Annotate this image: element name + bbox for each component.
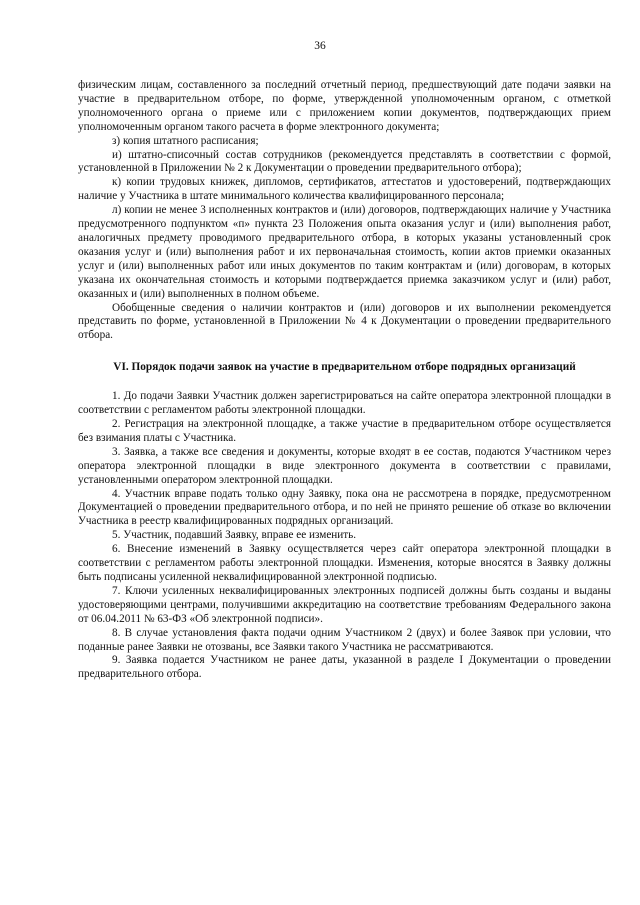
paragraph-clause-3: 3. Заявка, а также все сведения и документы, которые входят в ее состав, подаются Участником через оператора электронной площадки в виде электронного документа в соответствии с правилами, установленными оператором электронной площадки. — [78, 445, 611, 486]
paragraph-summary: Обобщенные сведения о наличии контрактов и (или) договоров и их выполнении рекомендуется представить по форме, установленной в Приложении № 4 к Документации о проведении предварительного отбора. — [78, 301, 611, 342]
paragraph-clause-8: 8. В случае установления факта подачи одним Участником 2 (двух) и более Заявок при условии, что поданные ранее Заявки не отозваны, все Заявки такого Участника не рассматриваются. — [78, 626, 611, 653]
section-heading: VI. Порядок подачи заявок на участие в предварительном отборе подрядных организаций — [113, 361, 576, 374]
paragraph-clause-2: 2. Регистрация на электронной площадке, а также участие в предварительном отборе осуществляется без взимания платы с Участника. — [78, 418, 611, 444]
paragraph-clause-5: 5. Участник, подавший Заявку, вправе ее изменить. — [112, 529, 357, 542]
paragraph: физическим лицам, составленного за последний отчетный период, предшествующий дате подачи заявки на участие в предварительном отборе, по форме, утвержденной уполномоченным органом, с отметкой уполномоченного органа о приеме или с приложением копии документов, подтверждающих прием уполномоченным органом такого расчета в форме электронного документа; — [78, 79, 611, 133]
paragraph-clause-6: 6. Внесение изменений в Заявку осуществляется через сайт оператора электронной площадки в соответствии с регламентом работы электронной площадки. Изменения, которые вносятся в Заявку должны быть подписаны усиленной неквалифицированной электронной подписью. — [78, 543, 611, 583]
paragraph-item-l: л) копии не менее 3 исполненных контрактов и (или) договоров, подтверждающих наличие у Участника предусмотренного подпунктом «п» пункта 23 Положения опыта оказания услуг и (или) выполнения работ, аналогичных предмету проводимого предварительного отбора, в которых указаны установленный срок оказания услуг и (или) выполнения работ и их первоначальная стоимость, копии актов приемки оказанных услуг и (или) выполненных работ или иных документов по таким контрактам и (или) договорам, в которых указана их окончательная стоимость и которыми подтверждается приемка заказчиком услуг и (или) работ, оказанных и (или) выполненных в полном объеме. — [78, 204, 611, 300]
paragraph-item-k: к) копии трудовых книжек, дипломов, сертификатов, аттестатов и удостоверений, подтверждающих наличие у Участника в штате минимального количества квалифицированного персонала; — [78, 176, 611, 203]
document-body — [78, 79, 611, 682]
paragraph-clause-7: 7. Ключи усиленных неквалифицированных электронных подписей должны быть созданы и выданы удостоверяющими центрами, получившими аккредитацию на соответствие требованиям Федерального закона от 06.04.2011 № 63-ФЗ «Об электронной подписи». — [78, 584, 611, 625]
paragraph-clause-9: 9. Заявка подается Участником не ранее даты, указанной в разделе I Документации о проведении предварительного отбора. — [78, 654, 611, 681]
paragraph-clause-4: 4. Участник вправе подать только одну Заявку, пока она не рассмотрена в порядке, предусмотренном Документацией о проведении предварительного отбора, и по ней не принято решение об отказе во включении Участника в реестр квалифицированных подрядных организаций. — [78, 487, 611, 528]
paragraph-clause-1: 1. До подачи Заявки Участник должен зарегистрироваться на сайте оператора электронной площадки в соответствии с регламентом работы электронной площадки. — [78, 390, 611, 417]
paragraph-item-z: з) копия штатного расписания; — [112, 134, 259, 147]
page-number: 36 — [314, 40, 326, 52]
paragraph-item-i: и) штатно-списочный состав сотрудников (рекомендуется представлять в соответствии с формой, установленной в Приложении № 2 к Документации о проведении предварительного отбора); — [78, 148, 611, 175]
